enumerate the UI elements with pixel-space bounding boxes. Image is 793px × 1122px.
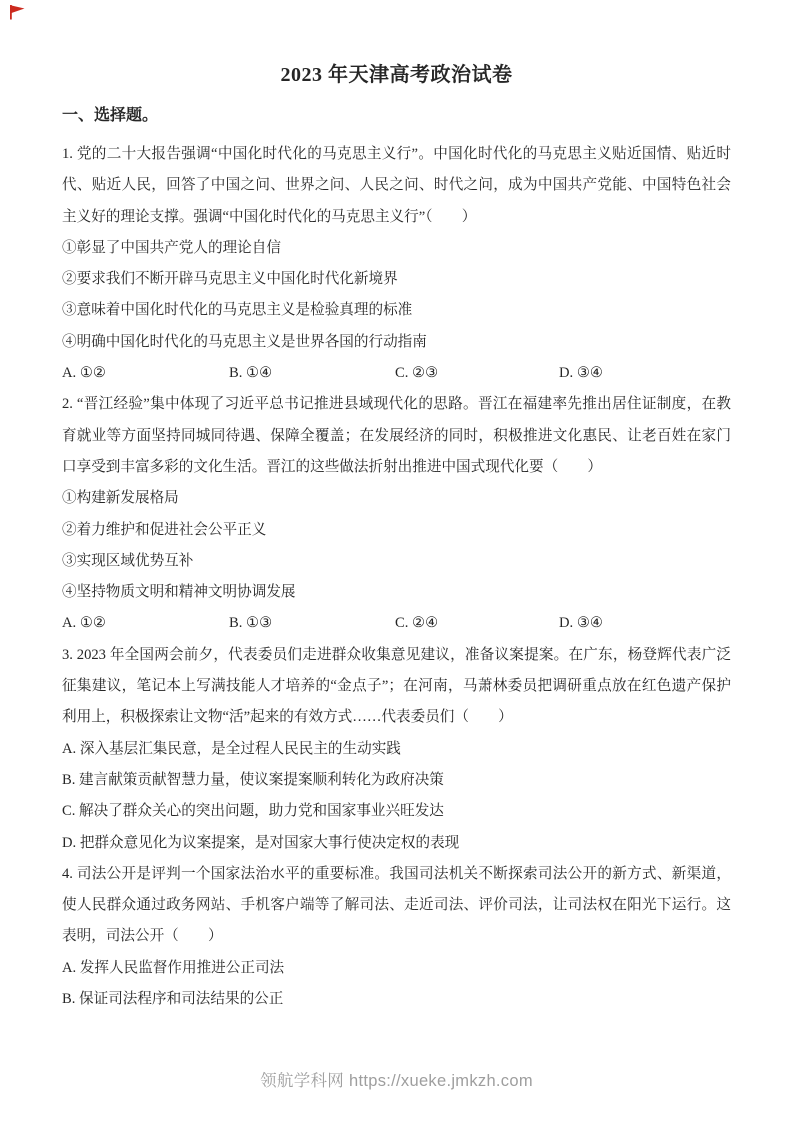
choice-item: D. ③④ [559, 365, 604, 382]
question-sub-item: ①彰显了中国共产党人的理论自信 [62, 239, 281, 256]
question-stem: 3. 2023 年全国两会前夕，代表委员们走进群众收集意见建议，准备议案提案。在广东，杨登辉代表广泛征集建议，笔记本上写满技能人才培养的“金点子”；在河南，马萧林委员把调研重点放在红色遗产保护利用上，积极探索让文物“活”起来的有效方式……代表委员们（ ） [62, 646, 731, 726]
question-stem: 4. 司法公开是评判一个国家法治水平的重要标准。我国司法机关不断探索司法公开的新方式、新渠道，使人民群众通过政务网站、手机客户端等了解司法、走近司法、评价司法，让司法权在阳光下运行。这表明，司法公开（ ） [62, 865, 731, 945]
question-sub-item: ②着力维护和促进社会公平正义 [62, 521, 267, 538]
document-content [62, 60, 731, 1015]
question-block-3 [62, 640, 731, 859]
choice-item: C. ②③ [395, 365, 439, 382]
question-block-2 [62, 389, 731, 639]
choice-line: B. 保证司法程序和司法结果的公正 [62, 991, 284, 1008]
choice-item: A. ①② [62, 365, 107, 382]
red-flag-icon [8, 4, 28, 20]
choice-item: C. ②④ [395, 615, 439, 632]
choice-line: A. 发挥人民监督作用推进公正司法 [62, 959, 285, 976]
question-stem: 1. 党的二十大报告强调“中国化时代化的马克思主义行”。中国化时代化的马克思主义贴近国情、贴近时代、贴近人民，回答了中国之问、世界之问、人民之问、时代之问，成为中国共产党能、中国特色社会主义好的理论支撑。强调“中国化时代化的马克思主义行”（ ） [62, 146, 731, 225]
question-sub-item: ②要求我们不断开辟马克思主义中国化时代化新境界 [62, 271, 398, 288]
question-sub-item: ④坚持物质文明和精神文明协调发展 [62, 584, 296, 601]
choice-line: D. 把群众意见化为议案提案，是对国家大事行使决定权的表现 [62, 834, 460, 851]
question-sub-item: ③意味着中国化时代化的马克思主义是检验真理的标准 [62, 302, 413, 319]
choice-row [62, 608, 731, 639]
choice-line: C. 解决了群众关心的突出问题，助力党和国家事业兴旺发达 [62, 803, 444, 820]
watermark-footer: 领航学科网 https://xueke.jmkzh.com [260, 1072, 533, 1090]
choice-item: B. ①③ [229, 615, 273, 632]
questions-body [62, 139, 731, 1015]
question-block-4 [62, 859, 731, 1015]
choice-item: B. ①④ [229, 365, 273, 382]
page-title: 2023 年天津高考政治试卷 [280, 64, 513, 86]
question-block-1 [62, 139, 731, 389]
section-heading: 一、选择题。 [62, 107, 159, 124]
choice-row [62, 358, 731, 389]
choice-line: B. 建言献策贡献智慧力量，使议案提案顺利转化为政府决策 [62, 771, 444, 788]
choice-line: A. 深入基层汇集民意，是全过程人民民主的生动实践 [62, 740, 401, 757]
choice-item: A. ①② [62, 615, 107, 632]
question-stem: 2. “晋江经验”集中体现了习近平总书记推进县域现代化的思路。晋江在福建率先推出居住证制度，在教育就业等方面坚持同城同待遇、保障全覆盖；在发展经济的同时，积极推进文化惠民、让老百姓在家门口享受到丰富多彩的文化生活。晋江的这些做法折射出推进中国式现代化要（ ） [62, 396, 731, 475]
choice-item: D. ③④ [559, 615, 604, 632]
question-sub-item: ①构建新发展格局 [62, 490, 179, 507]
question-sub-item: ④明确中国化时代化的马克思主义是世界各国的行动指南 [62, 333, 427, 350]
question-sub-item: ③实现区域优势互补 [62, 552, 194, 569]
